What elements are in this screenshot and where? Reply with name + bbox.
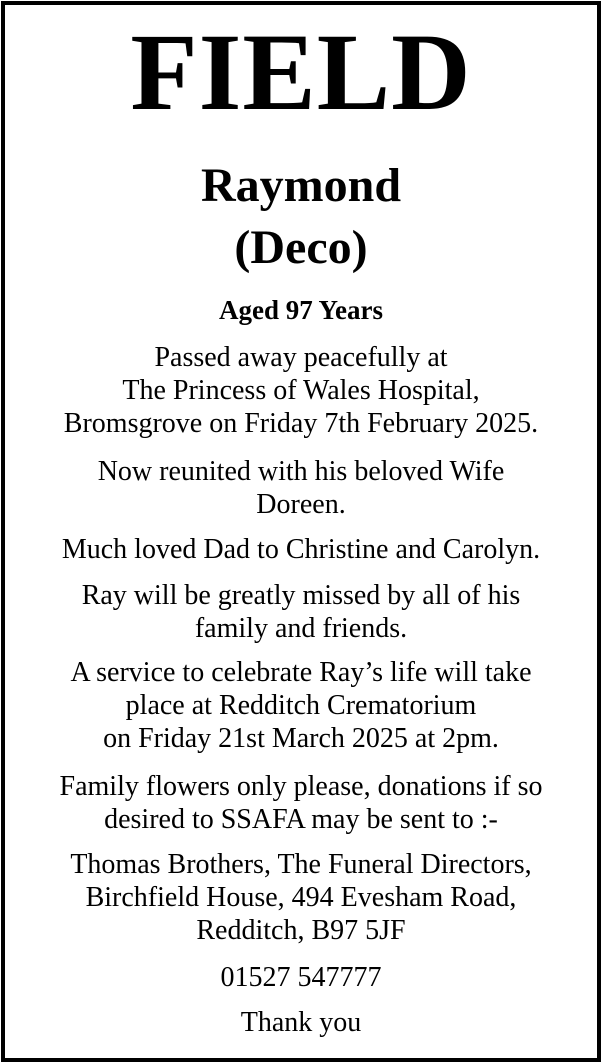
obituary-notice [1, 1, 601, 1062]
passing-paragraph [5, 341, 597, 440]
text-line: desired to SSAFA may be sent to :- [104, 804, 498, 835]
forename-heading: Raymond [200, 159, 402, 212]
service-paragraph [5, 656, 597, 755]
text-line: Bromsgrove on Friday 7th February 2025. [63, 408, 539, 439]
surname-heading: FIELD [130, 11, 472, 133]
text-line: 01527 547777 [220, 962, 382, 993]
donations-paragraph [5, 770, 597, 836]
text-line: A service to celebrate Ray’s life will take [70, 657, 532, 688]
text-line: The Princess of Wales Hospital, [122, 375, 480, 406]
text-line: Much loved Dad to Christine and Carolyn. [61, 534, 541, 565]
reunited-paragraph [5, 455, 597, 521]
text-line: on Friday 21st March 2025 at 2pm. [103, 723, 499, 754]
text-line: Redditch, B97 5JF [196, 915, 406, 946]
text-line: Thank you [240, 1007, 362, 1038]
phone-number [5, 961, 597, 994]
age-line: Aged 97 Years [219, 295, 383, 325]
closing-line [5, 1006, 597, 1039]
text-line: Birchfield House, 494 Evesham Road, [85, 882, 517, 913]
text-line: Doreen. [256, 489, 346, 520]
text-line: family and friends. [194, 613, 408, 644]
text-line: Thomas Brothers, The Funeral Directors, [70, 849, 532, 880]
nickname-heading: (Deco) [234, 221, 368, 274]
funeral-directors-address [5, 848, 597, 947]
family-paragraph [5, 533, 597, 566]
text-line: Family flowers only please, donations if so [59, 771, 543, 802]
text-line: Passed away peacefully at [154, 342, 448, 373]
text-line: Ray will be greatly missed by all of his [81, 580, 521, 611]
text-line: Now reunited with his beloved Wife [97, 456, 505, 487]
text-line: place at Redditch Crematorium [125, 690, 477, 721]
missed-paragraph [5, 579, 597, 645]
